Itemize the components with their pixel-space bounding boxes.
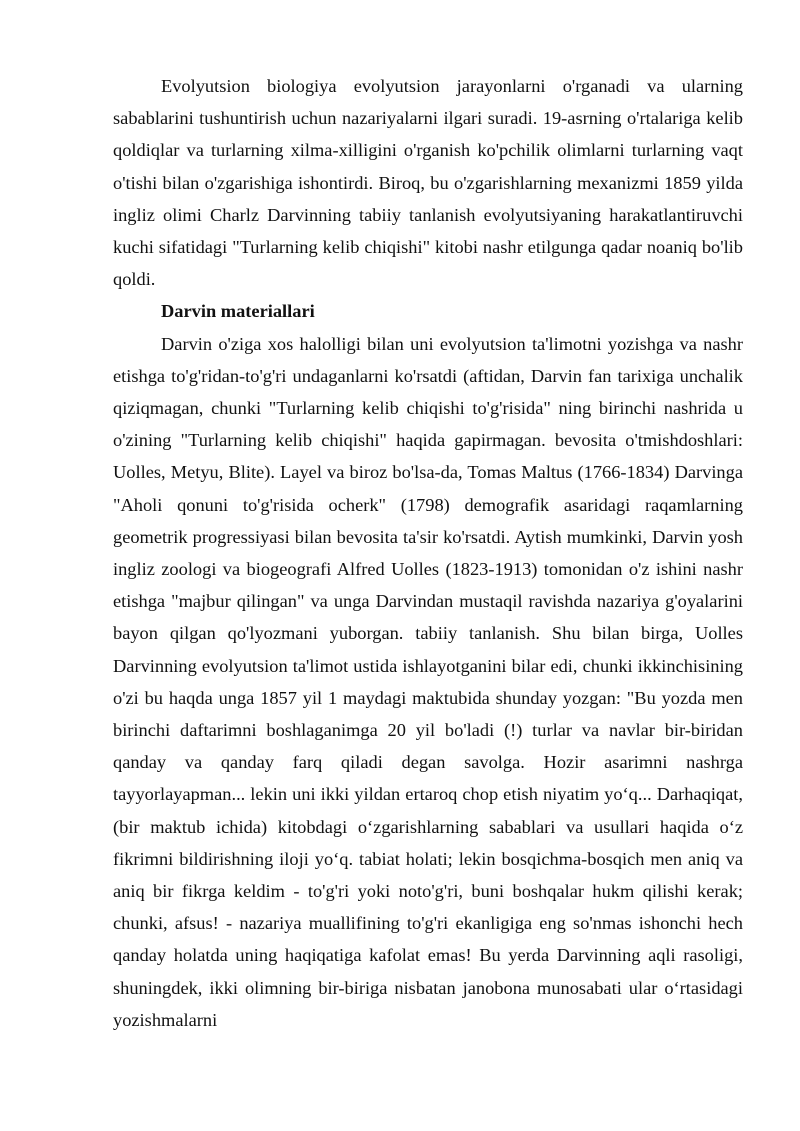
document-body (113, 70, 743, 1036)
section-paragraph: Darvin o'ziga xos halolligi bilan uni evolyutsion ta'limotni yozishga va nashr etishga to'g'ridan-to'g'ri undaganlarni ko'rsatdi (aftidan, Darvin fan tarixiga unchalik qiziqmagan, chunki "Turlarning kelib chiqishi to'g'risida" ning birinchi nashrida u o'zining "Turlarning kelib chiqishi" haqida gapirmagan. bevosita o'tmishdoshlari: Uolles, Metyu, Blite). Layel va biroz bo'lsa-da, Tomas Maltus (1766-1834) Darvinga "Aholi qonuni to'g'risida ocherk" (1798) demografik asaridagi raqamlarning geometrik progressiyasi bilan bevosita ta'sir ko'rsatdi. Aytish mumkinki, Darvin yosh ingliz zoologi va biogeografi Alfred Uolles (1823-1913) tomonidan o'z ishini nashr etishga "majbur qilingan" va unga Darvindan mustaqil ravishda nazariya g'oyalarini bayon qilgan qo'lyozmani yuborgan. tabiiy tanlanish. Shu bilan birga, Uolles Darvinning evolyutsion ta'limot ustida ishlayotganini bilar edi, chunki ikkinchisining o'zi bu haqda unga 1857 yil 1 maydagi maktubida shunday yozgan: "Bu yozda men birinchi daftarimni boshlaganimga 20 yil bo'ladi (!) turlar va navlar bir-biridan qanday va qanday farq qiladi degan savolga. Hozir asarimni nashrga tayyorlayapman... lekin uni ikki yildan ertaroq chop etish niyatim yo‘q... Darhaqiqat, (bir maktub ichida) kitobdagi o‘zgarishlarning sabablari va usullari haqida o‘z fikrimni bildirishning iloji yo‘q. tabiat holati; lekin bosqichma-bosqich men aniq va aniq bir fikrga keldim - to'g'ri yoki noto'g'ri, buni boshqalar hukm qilishi kerak; chunki, afsus! - nazariya muallifining to'g'ri ekanligiga eng so'nmas ishonchi hech qanday holatda uning haqiqatiga kafolat emas! Bu yerda Darvinning aqli rasoligi, shuningdek, ikki olimning bir-biriga nisbatan janobona munosabati ular o‘rtasidagi yozishmalarni (113, 333, 743, 1030)
section-heading: Darvin materiallari (161, 301, 315, 322)
intro-paragraph: Evolyutsion biologiya evolyutsion jarayonlarni o'rganadi va ularning sabablarini tushuntirish uchun nazariyalarni ilgari suradi. 19-asrning o'rtalariga kelib qoldiqlar va turlarning xilma-xilligini o'rganish ko'pchilik olimlarni turlarning vaqt o'tishi bilan o'zgarishiga ishontirdi. Biroq, bu o'zgarishlarning mexanizmi 1859 yilda ingliz olimi Charlz Darvinning tabiiy tanlanish evolyutsiyaning harakatlantiruvchi kuchi sifatidagi "Turlarning kelib chiqishi" kitobi nashr etilgunga qadar noaniq bo'lib qoldi. (113, 76, 743, 290)
